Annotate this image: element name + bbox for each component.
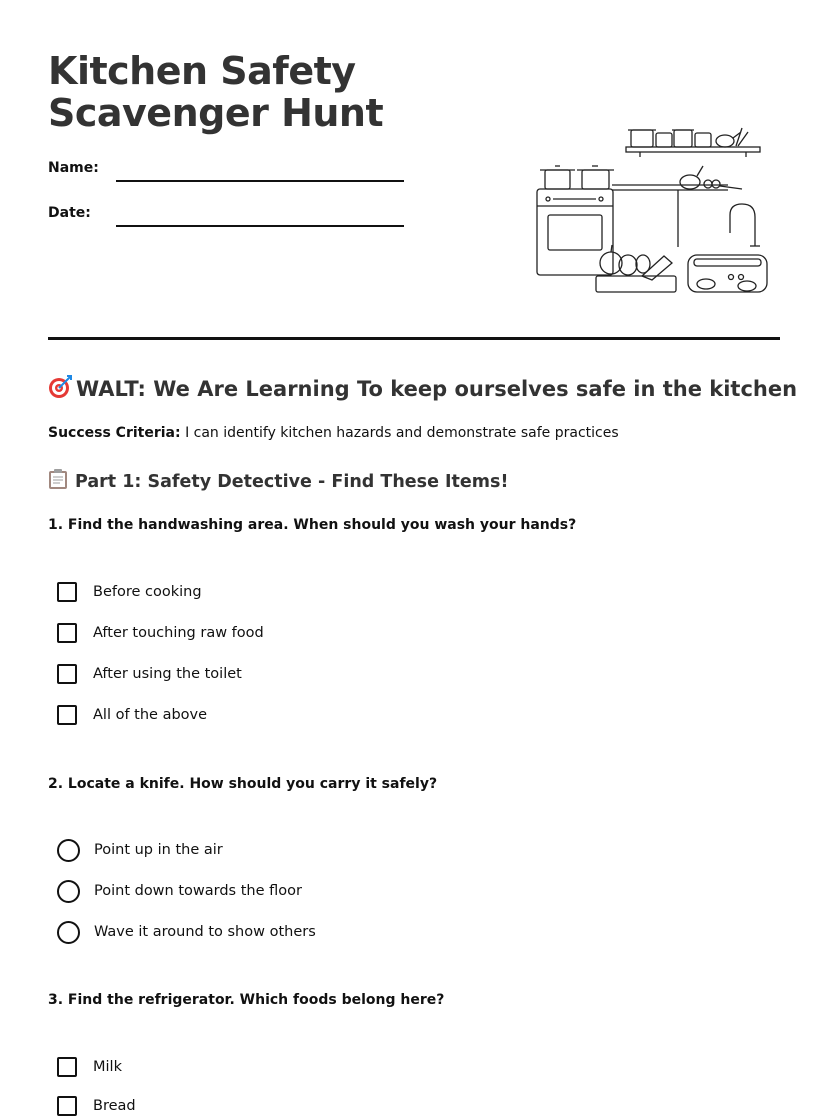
- part-1-heading: [48, 468, 508, 495]
- radio-button[interactable]: [57, 880, 80, 903]
- q1-option-before-cooking[interactable]: [57, 580, 202, 604]
- target-icon: [48, 375, 76, 404]
- name-label: Name:: [48, 160, 99, 176]
- q3-option-bread[interactable]: [57, 1094, 136, 1118]
- checkbox[interactable]: [57, 623, 77, 643]
- option-label: After using the toilet: [93, 666, 242, 682]
- walt-heading: [48, 375, 797, 404]
- question-1: 1. Find the handwashing area. When should you wash your hands?: [48, 517, 577, 533]
- success-criteria-label: Success Criteria:: [48, 425, 181, 441]
- option-label: After touching raw food: [93, 625, 264, 641]
- checkbox[interactable]: [57, 1057, 77, 1077]
- part-1-title: Part 1: Safety Detective - Find These Items!: [75, 472, 509, 492]
- date-label: Date:: [48, 205, 91, 221]
- success-criteria-text: I can identify kitchen hazards and demonstrate safe practices: [185, 425, 619, 441]
- checkbox[interactable]: [57, 664, 77, 684]
- option-label: Point down towards the floor: [94, 883, 302, 899]
- question-3: 3. Find the refrigerator. Which foods belong here?: [48, 992, 445, 1008]
- checkbox[interactable]: [57, 705, 77, 725]
- q1-option-all-above[interactable]: [57, 703, 207, 727]
- q3-option-milk[interactable]: [57, 1055, 122, 1079]
- option-label: All of the above: [93, 707, 208, 723]
- radio-button[interactable]: [57, 921, 80, 944]
- clipboard-icon: [48, 468, 75, 495]
- checkbox[interactable]: [57, 582, 77, 602]
- option-label: Wave it around to show others: [94, 924, 316, 940]
- q1-option-after-toilet[interactable]: [57, 662, 242, 686]
- title-line-2: Scavenger Hunt: [48, 91, 384, 135]
- q2-option-point-down[interactable]: [57, 879, 302, 903]
- option-label: Point up in the air: [94, 842, 223, 858]
- q2-option-wave-around[interactable]: [57, 920, 316, 944]
- q1-option-after-raw-food[interactable]: [57, 621, 264, 645]
- option-label: Bread: [93, 1098, 136, 1114]
- walt-text: WALT: We Are Learning To keep ourselves safe in the kitchen: [76, 377, 798, 401]
- q2-option-point-up[interactable]: [57, 838, 223, 862]
- title-line-1: Kitchen Safety: [48, 49, 356, 93]
- kitchen-scene-illustration: [530, 118, 770, 300]
- option-label: Before cooking: [93, 584, 202, 600]
- success-criteria: [48, 425, 619, 441]
- option-label: Milk: [93, 1059, 122, 1075]
- question-2: 2. Locate a knife. How should you carry it safely?: [48, 776, 438, 792]
- checkbox[interactable]: [57, 1096, 77, 1116]
- date-field[interactable]: [116, 225, 404, 227]
- name-field[interactable]: [116, 180, 404, 182]
- header-divider: [48, 337, 780, 340]
- worksheet-title: [48, 50, 383, 134]
- radio-button[interactable]: [57, 839, 80, 862]
